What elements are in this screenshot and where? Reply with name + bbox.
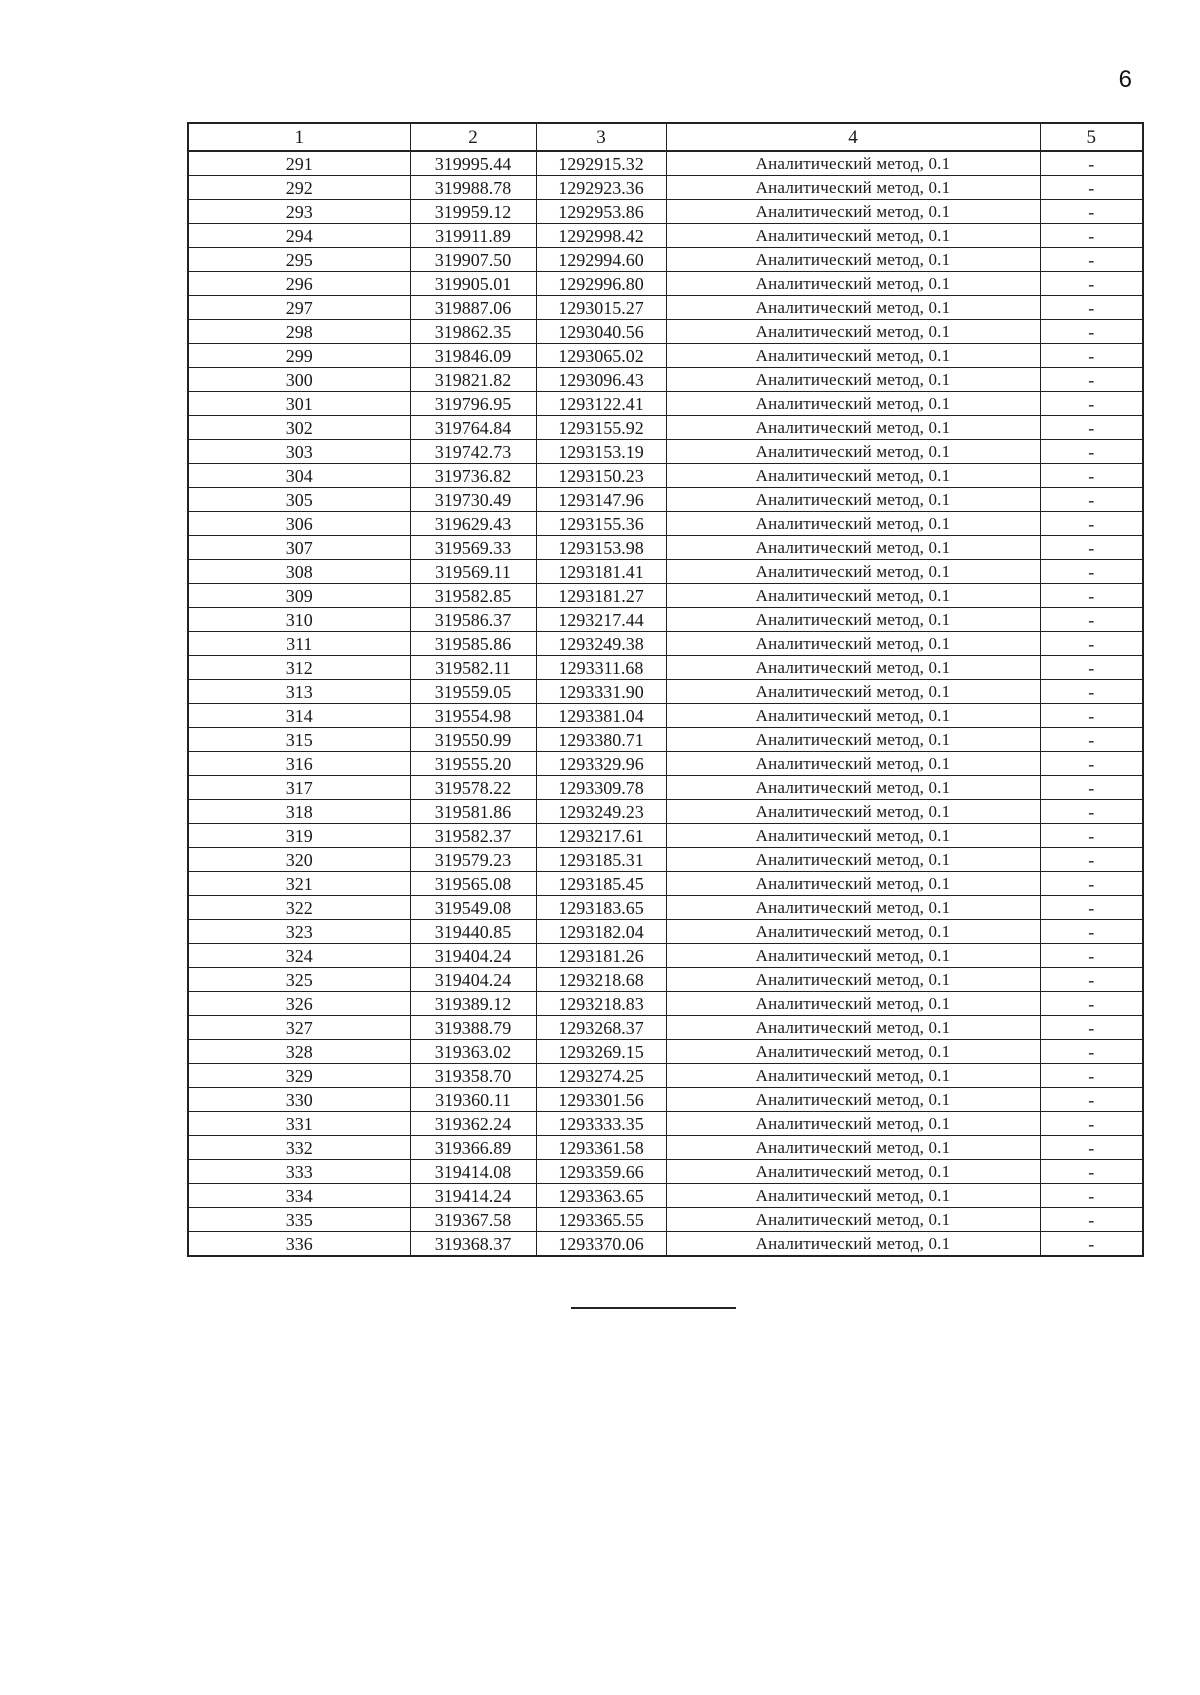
table-row bbox=[188, 776, 1143, 800]
table-row bbox=[188, 656, 1143, 680]
note-cell: - bbox=[1040, 416, 1143, 440]
method-cell: Аналитический метод, 0.1 bbox=[666, 392, 1040, 416]
x-coordinate-cell: 319559.05 bbox=[410, 680, 536, 704]
method-cell: Аналитический метод, 0.1 bbox=[666, 1064, 1040, 1088]
note-cell: - bbox=[1040, 1064, 1143, 1088]
header-row bbox=[188, 123, 1143, 151]
method-cell: Аналитический метод, 0.1 bbox=[666, 776, 1040, 800]
y-coordinate-cell: 1293329.96 bbox=[536, 752, 666, 776]
method-cell: Аналитический метод, 0.1 bbox=[666, 176, 1040, 200]
table-row bbox=[188, 1184, 1143, 1208]
method-cell: Аналитический метод, 0.1 bbox=[666, 1232, 1040, 1257]
method-cell: Аналитический метод, 0.1 bbox=[666, 704, 1040, 728]
note-cell: - bbox=[1040, 1184, 1143, 1208]
x-coordinate-cell: 319905.01 bbox=[410, 272, 536, 296]
table-row bbox=[188, 488, 1143, 512]
table-row bbox=[188, 1112, 1143, 1136]
method-cell: Аналитический метод, 0.1 bbox=[666, 320, 1040, 344]
point-number-cell: 303 bbox=[188, 440, 410, 464]
point-number-cell: 329 bbox=[188, 1064, 410, 1088]
table-row bbox=[188, 320, 1143, 344]
table-row bbox=[188, 440, 1143, 464]
method-cell: Аналитический метод, 0.1 bbox=[666, 344, 1040, 368]
method-cell: Аналитический метод, 0.1 bbox=[666, 200, 1040, 224]
y-coordinate-cell: 1293185.31 bbox=[536, 848, 666, 872]
point-number-cell: 301 bbox=[188, 392, 410, 416]
note-cell: - bbox=[1040, 1088, 1143, 1112]
method-cell: Аналитический метод, 0.1 bbox=[666, 1208, 1040, 1232]
note-cell: - bbox=[1040, 608, 1143, 632]
y-coordinate-cell: 1292994.60 bbox=[536, 248, 666, 272]
point-number-cell: 320 bbox=[188, 848, 410, 872]
x-coordinate-cell: 319730.49 bbox=[410, 488, 536, 512]
x-coordinate-cell: 319366.89 bbox=[410, 1136, 536, 1160]
method-cell: Аналитический метод, 0.1 bbox=[666, 536, 1040, 560]
method-cell: Аналитический метод, 0.1 bbox=[666, 1184, 1040, 1208]
note-cell: - bbox=[1040, 1232, 1143, 1257]
method-cell: Аналитический метод, 0.1 bbox=[666, 944, 1040, 968]
x-coordinate-cell: 319404.24 bbox=[410, 944, 536, 968]
table-row bbox=[188, 680, 1143, 704]
method-cell: Аналитический метод, 0.1 bbox=[666, 752, 1040, 776]
x-coordinate-cell: 319565.08 bbox=[410, 872, 536, 896]
point-number-cell: 313 bbox=[188, 680, 410, 704]
point-number-cell: 317 bbox=[188, 776, 410, 800]
table-row bbox=[188, 272, 1143, 296]
note-cell: - bbox=[1040, 200, 1143, 224]
method-cell: Аналитический метод, 0.1 bbox=[666, 968, 1040, 992]
header-col-1: 1 bbox=[188, 123, 410, 151]
table-row bbox=[188, 848, 1143, 872]
note-cell: - bbox=[1040, 848, 1143, 872]
point-number-cell: 315 bbox=[188, 728, 410, 752]
note-cell: - bbox=[1040, 464, 1143, 488]
note-cell: - bbox=[1040, 224, 1143, 248]
note-cell: - bbox=[1040, 560, 1143, 584]
note-cell: - bbox=[1040, 920, 1143, 944]
method-cell: Аналитический метод, 0.1 bbox=[666, 584, 1040, 608]
table-row bbox=[188, 1064, 1143, 1088]
method-cell: Аналитический метод, 0.1 bbox=[666, 896, 1040, 920]
point-number-cell: 333 bbox=[188, 1160, 410, 1184]
x-coordinate-cell: 319846.09 bbox=[410, 344, 536, 368]
x-coordinate-cell: 319555.20 bbox=[410, 752, 536, 776]
x-coordinate-cell: 319550.99 bbox=[410, 728, 536, 752]
y-coordinate-cell: 1293301.56 bbox=[536, 1088, 666, 1112]
x-coordinate-cell: 319582.11 bbox=[410, 656, 536, 680]
y-coordinate-cell: 1293182.04 bbox=[536, 920, 666, 944]
y-coordinate-cell: 1293122.41 bbox=[536, 392, 666, 416]
note-cell: - bbox=[1040, 968, 1143, 992]
method-cell: Аналитический метод, 0.1 bbox=[666, 1040, 1040, 1064]
table-row bbox=[188, 584, 1143, 608]
point-number-cell: 307 bbox=[188, 536, 410, 560]
method-cell: Аналитический метод, 0.1 bbox=[666, 440, 1040, 464]
note-cell: - bbox=[1040, 368, 1143, 392]
y-coordinate-cell: 1293181.27 bbox=[536, 584, 666, 608]
table-row bbox=[188, 872, 1143, 896]
point-number-cell: 312 bbox=[188, 656, 410, 680]
x-coordinate-cell: 319367.58 bbox=[410, 1208, 536, 1232]
x-coordinate-cell: 319907.50 bbox=[410, 248, 536, 272]
point-number-cell: 335 bbox=[188, 1208, 410, 1232]
table-row bbox=[188, 1232, 1143, 1257]
y-coordinate-cell: 1293015.27 bbox=[536, 296, 666, 320]
y-coordinate-cell: 1293311.68 bbox=[536, 656, 666, 680]
end-of-table-rule bbox=[571, 1307, 736, 1309]
note-cell: - bbox=[1040, 872, 1143, 896]
note-cell: - bbox=[1040, 296, 1143, 320]
note-cell: - bbox=[1040, 656, 1143, 680]
y-coordinate-cell: 1293269.15 bbox=[536, 1040, 666, 1064]
table-row bbox=[188, 992, 1143, 1016]
method-cell: Аналитический метод, 0.1 bbox=[666, 656, 1040, 680]
note-cell: - bbox=[1040, 344, 1143, 368]
y-coordinate-cell: 1293181.26 bbox=[536, 944, 666, 968]
y-coordinate-cell: 1293065.02 bbox=[536, 344, 666, 368]
note-cell: - bbox=[1040, 752, 1143, 776]
table-row bbox=[188, 512, 1143, 536]
point-number-cell: 292 bbox=[188, 176, 410, 200]
method-cell: Аналитический метод, 0.1 bbox=[666, 416, 1040, 440]
method-cell: Аналитический метод, 0.1 bbox=[666, 824, 1040, 848]
point-number-cell: 323 bbox=[188, 920, 410, 944]
x-coordinate-cell: 319582.37 bbox=[410, 824, 536, 848]
note-cell: - bbox=[1040, 1160, 1143, 1184]
table-row bbox=[188, 920, 1143, 944]
table-row bbox=[188, 1136, 1143, 1160]
header-col-3: 3 bbox=[536, 123, 666, 151]
x-coordinate-cell: 319585.86 bbox=[410, 632, 536, 656]
y-coordinate-cell: 1292998.42 bbox=[536, 224, 666, 248]
note-cell: - bbox=[1040, 800, 1143, 824]
point-number-cell: 298 bbox=[188, 320, 410, 344]
method-cell: Аналитический метод, 0.1 bbox=[666, 728, 1040, 752]
method-cell: Аналитический метод, 0.1 bbox=[666, 272, 1040, 296]
note-cell: - bbox=[1040, 176, 1143, 200]
point-number-cell: 297 bbox=[188, 296, 410, 320]
table-row bbox=[188, 1088, 1143, 1112]
x-coordinate-cell: 319363.02 bbox=[410, 1040, 536, 1064]
y-coordinate-cell: 1292915.32 bbox=[536, 151, 666, 176]
x-coordinate-cell: 319995.44 bbox=[410, 151, 536, 176]
x-coordinate-cell: 319629.43 bbox=[410, 512, 536, 536]
note-cell: - bbox=[1040, 151, 1143, 176]
y-coordinate-cell: 1293331.90 bbox=[536, 680, 666, 704]
note-cell: - bbox=[1040, 944, 1143, 968]
point-number-cell: 302 bbox=[188, 416, 410, 440]
table-row bbox=[188, 800, 1143, 824]
x-coordinate-cell: 319358.70 bbox=[410, 1064, 536, 1088]
table-row bbox=[188, 752, 1143, 776]
y-coordinate-cell: 1293040.56 bbox=[536, 320, 666, 344]
point-number-cell: 331 bbox=[188, 1112, 410, 1136]
y-coordinate-cell: 1293218.83 bbox=[536, 992, 666, 1016]
point-number-cell: 304 bbox=[188, 464, 410, 488]
method-cell: Аналитический метод, 0.1 bbox=[666, 848, 1040, 872]
note-cell: - bbox=[1040, 512, 1143, 536]
x-coordinate-cell: 319360.11 bbox=[410, 1088, 536, 1112]
y-coordinate-cell: 1293309.78 bbox=[536, 776, 666, 800]
method-cell: Аналитический метод, 0.1 bbox=[666, 151, 1040, 176]
x-coordinate-cell: 319578.22 bbox=[410, 776, 536, 800]
y-coordinate-cell: 1293155.92 bbox=[536, 416, 666, 440]
point-number-cell: 325 bbox=[188, 968, 410, 992]
note-cell: - bbox=[1040, 488, 1143, 512]
y-coordinate-cell: 1293096.43 bbox=[536, 368, 666, 392]
y-coordinate-cell: 1293249.38 bbox=[536, 632, 666, 656]
y-coordinate-cell: 1293363.65 bbox=[536, 1184, 666, 1208]
note-cell: - bbox=[1040, 680, 1143, 704]
method-cell: Аналитический метод, 0.1 bbox=[666, 224, 1040, 248]
point-number-cell: 334 bbox=[188, 1184, 410, 1208]
table-row bbox=[188, 896, 1143, 920]
y-coordinate-cell: 1293380.71 bbox=[536, 728, 666, 752]
method-cell: Аналитический метод, 0.1 bbox=[666, 560, 1040, 584]
x-coordinate-cell: 319414.24 bbox=[410, 1184, 536, 1208]
y-coordinate-cell: 1293150.23 bbox=[536, 464, 666, 488]
method-cell: Аналитический метод, 0.1 bbox=[666, 248, 1040, 272]
y-coordinate-cell: 1293147.96 bbox=[536, 488, 666, 512]
y-coordinate-cell: 1293365.55 bbox=[536, 1208, 666, 1232]
header-col-2: 2 bbox=[410, 123, 536, 151]
table-row bbox=[188, 200, 1143, 224]
note-cell: - bbox=[1040, 1112, 1143, 1136]
table-row bbox=[188, 344, 1143, 368]
table-row bbox=[188, 968, 1143, 992]
point-number-cell: 308 bbox=[188, 560, 410, 584]
table-header bbox=[188, 123, 1143, 151]
y-coordinate-cell: 1292996.80 bbox=[536, 272, 666, 296]
x-coordinate-cell: 319368.37 bbox=[410, 1232, 536, 1257]
y-coordinate-cell: 1293381.04 bbox=[536, 704, 666, 728]
point-number-cell: 293 bbox=[188, 200, 410, 224]
y-coordinate-cell: 1293218.68 bbox=[536, 968, 666, 992]
x-coordinate-cell: 319579.23 bbox=[410, 848, 536, 872]
note-cell: - bbox=[1040, 392, 1143, 416]
y-coordinate-cell: 1293185.45 bbox=[536, 872, 666, 896]
table-row bbox=[188, 728, 1143, 752]
table-row bbox=[188, 416, 1143, 440]
point-number-cell: 309 bbox=[188, 584, 410, 608]
table-row bbox=[188, 608, 1143, 632]
y-coordinate-cell: 1293359.66 bbox=[536, 1160, 666, 1184]
method-cell: Аналитический метод, 0.1 bbox=[666, 680, 1040, 704]
x-coordinate-cell: 319414.08 bbox=[410, 1160, 536, 1184]
y-coordinate-cell: 1293183.65 bbox=[536, 896, 666, 920]
point-number-cell: 318 bbox=[188, 800, 410, 824]
y-coordinate-cell: 1293249.23 bbox=[536, 800, 666, 824]
table-row bbox=[188, 536, 1143, 560]
point-number-cell: 319 bbox=[188, 824, 410, 848]
y-coordinate-cell: 1292953.86 bbox=[536, 200, 666, 224]
y-coordinate-cell: 1293153.98 bbox=[536, 536, 666, 560]
header-col-5: 5 bbox=[1040, 123, 1143, 151]
method-cell: Аналитический метод, 0.1 bbox=[666, 1112, 1040, 1136]
note-cell: - bbox=[1040, 1208, 1143, 1232]
x-coordinate-cell: 319862.35 bbox=[410, 320, 536, 344]
note-cell: - bbox=[1040, 704, 1143, 728]
x-coordinate-cell: 319821.82 bbox=[410, 368, 536, 392]
point-number-cell: 316 bbox=[188, 752, 410, 776]
method-cell: Аналитический метод, 0.1 bbox=[666, 1160, 1040, 1184]
table-row bbox=[188, 1160, 1143, 1184]
y-coordinate-cell: 1293217.61 bbox=[536, 824, 666, 848]
point-number-cell: 328 bbox=[188, 1040, 410, 1064]
x-coordinate-cell: 319554.98 bbox=[410, 704, 536, 728]
method-cell: Аналитический метод, 0.1 bbox=[666, 920, 1040, 944]
y-coordinate-cell: 1293370.06 bbox=[536, 1232, 666, 1257]
point-number-cell: 324 bbox=[188, 944, 410, 968]
table-row bbox=[188, 1040, 1143, 1064]
method-cell: Аналитический метод, 0.1 bbox=[666, 1136, 1040, 1160]
y-coordinate-cell: 1293361.58 bbox=[536, 1136, 666, 1160]
x-coordinate-cell: 319582.85 bbox=[410, 584, 536, 608]
note-cell: - bbox=[1040, 896, 1143, 920]
coordinates-table bbox=[187, 122, 1144, 1257]
point-number-cell: 336 bbox=[188, 1232, 410, 1257]
note-cell: - bbox=[1040, 1040, 1143, 1064]
y-coordinate-cell: 1293153.19 bbox=[536, 440, 666, 464]
table-row bbox=[188, 464, 1143, 488]
point-number-cell: 296 bbox=[188, 272, 410, 296]
y-coordinate-cell: 1293333.35 bbox=[536, 1112, 666, 1136]
y-coordinate-cell: 1292923.36 bbox=[536, 176, 666, 200]
table-row bbox=[188, 248, 1143, 272]
point-number-cell: 327 bbox=[188, 1016, 410, 1040]
y-coordinate-cell: 1293181.41 bbox=[536, 560, 666, 584]
header-col-4: 4 bbox=[666, 123, 1040, 151]
x-coordinate-cell: 319742.73 bbox=[410, 440, 536, 464]
point-number-cell: 294 bbox=[188, 224, 410, 248]
y-coordinate-cell: 1293217.44 bbox=[536, 608, 666, 632]
x-coordinate-cell: 319389.12 bbox=[410, 992, 536, 1016]
x-coordinate-cell: 319586.37 bbox=[410, 608, 536, 632]
x-coordinate-cell: 319362.24 bbox=[410, 1112, 536, 1136]
table-row bbox=[188, 176, 1143, 200]
note-cell: - bbox=[1040, 728, 1143, 752]
note-cell: - bbox=[1040, 824, 1143, 848]
method-cell: Аналитический метод, 0.1 bbox=[666, 632, 1040, 656]
point-number-cell: 310 bbox=[188, 608, 410, 632]
x-coordinate-cell: 319569.33 bbox=[410, 536, 536, 560]
point-number-cell: 299 bbox=[188, 344, 410, 368]
table-row bbox=[188, 632, 1143, 656]
method-cell: Аналитический метод, 0.1 bbox=[666, 368, 1040, 392]
point-number-cell: 326 bbox=[188, 992, 410, 1016]
y-coordinate-cell: 1293155.36 bbox=[536, 512, 666, 536]
method-cell: Аналитический метод, 0.1 bbox=[666, 608, 1040, 632]
method-cell: Аналитический метод, 0.1 bbox=[666, 512, 1040, 536]
x-coordinate-cell: 319911.89 bbox=[410, 224, 536, 248]
table-row bbox=[188, 560, 1143, 584]
x-coordinate-cell: 319388.79 bbox=[410, 1016, 536, 1040]
x-coordinate-cell: 319569.11 bbox=[410, 560, 536, 584]
table-row bbox=[188, 704, 1143, 728]
point-number-cell: 314 bbox=[188, 704, 410, 728]
method-cell: Аналитический метод, 0.1 bbox=[666, 992, 1040, 1016]
table-row bbox=[188, 824, 1143, 848]
x-coordinate-cell: 319796.95 bbox=[410, 392, 536, 416]
table-row bbox=[188, 296, 1143, 320]
x-coordinate-cell: 319581.86 bbox=[410, 800, 536, 824]
table-body bbox=[188, 151, 1143, 1256]
table-row bbox=[188, 151, 1143, 176]
note-cell: - bbox=[1040, 632, 1143, 656]
x-coordinate-cell: 319959.12 bbox=[410, 200, 536, 224]
y-coordinate-cell: 1293274.25 bbox=[536, 1064, 666, 1088]
point-number-cell: 291 bbox=[188, 151, 410, 176]
x-coordinate-cell: 319549.08 bbox=[410, 896, 536, 920]
point-number-cell: 295 bbox=[188, 248, 410, 272]
page-number: 6 bbox=[1118, 66, 1132, 93]
note-cell: - bbox=[1040, 584, 1143, 608]
method-cell: Аналитический метод, 0.1 bbox=[666, 464, 1040, 488]
method-cell: Аналитический метод, 0.1 bbox=[666, 800, 1040, 824]
point-number-cell: 305 bbox=[188, 488, 410, 512]
point-number-cell: 330 bbox=[188, 1088, 410, 1112]
note-cell: - bbox=[1040, 440, 1143, 464]
method-cell: Аналитический метод, 0.1 bbox=[666, 1016, 1040, 1040]
note-cell: - bbox=[1040, 272, 1143, 296]
method-cell: Аналитический метод, 0.1 bbox=[666, 872, 1040, 896]
table-row bbox=[188, 944, 1143, 968]
x-coordinate-cell: 319764.84 bbox=[410, 416, 536, 440]
point-number-cell: 321 bbox=[188, 872, 410, 896]
table-row bbox=[188, 224, 1143, 248]
point-number-cell: 300 bbox=[188, 368, 410, 392]
x-coordinate-cell: 319988.78 bbox=[410, 176, 536, 200]
table-row bbox=[188, 368, 1143, 392]
note-cell: - bbox=[1040, 1016, 1143, 1040]
y-coordinate-cell: 1293268.37 bbox=[536, 1016, 666, 1040]
table-row bbox=[188, 1016, 1143, 1040]
note-cell: - bbox=[1040, 776, 1143, 800]
x-coordinate-cell: 319440.85 bbox=[410, 920, 536, 944]
point-number-cell: 311 bbox=[188, 632, 410, 656]
note-cell: - bbox=[1040, 536, 1143, 560]
note-cell: - bbox=[1040, 1136, 1143, 1160]
x-coordinate-cell: 319404.24 bbox=[410, 968, 536, 992]
note-cell: - bbox=[1040, 992, 1143, 1016]
point-number-cell: 322 bbox=[188, 896, 410, 920]
note-cell: - bbox=[1040, 320, 1143, 344]
x-coordinate-cell: 319887.06 bbox=[410, 296, 536, 320]
table-row bbox=[188, 1208, 1143, 1232]
method-cell: Аналитический метод, 0.1 bbox=[666, 488, 1040, 512]
method-cell: Аналитический метод, 0.1 bbox=[666, 1088, 1040, 1112]
point-number-cell: 332 bbox=[188, 1136, 410, 1160]
note-cell: - bbox=[1040, 248, 1143, 272]
point-number-cell: 306 bbox=[188, 512, 410, 536]
method-cell: Аналитический метод, 0.1 bbox=[666, 296, 1040, 320]
table-row bbox=[188, 392, 1143, 416]
x-coordinate-cell: 319736.82 bbox=[410, 464, 536, 488]
